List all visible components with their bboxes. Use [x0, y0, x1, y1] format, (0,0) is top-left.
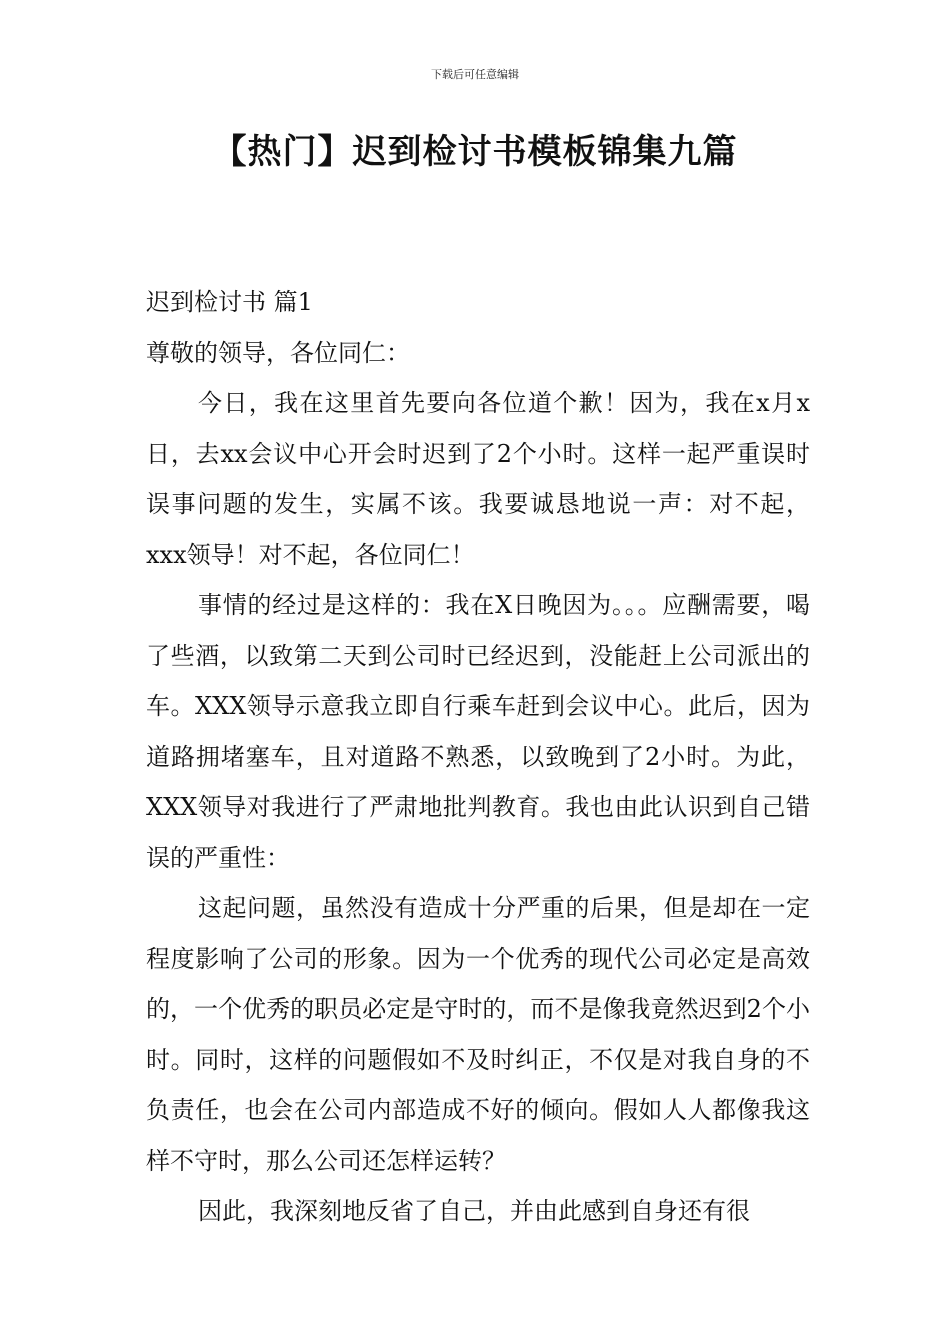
- section-heading: 迟到检讨书 篇1: [146, 288, 313, 316]
- paragraph: 事情的经过是这样的：我在X日晚因为。。。应酬需要，喝了些酒，以致第二天到公司时已经迟到，没能赶上公司派出的车。XXX领导示意我立即自行乘车赶到会议中心。此后，因为道路拥堵塞车，且对道路不熟悉，以致晚到了2小时。为此，XXX领导对我进行了严肃地批判教育。我也由此认识到自己错误的严重性：: [146, 591, 810, 872]
- document-body: [146, 277, 810, 1237]
- document-title: 【热门】迟到检讨书模板锦集九篇: [212, 132, 738, 172]
- paragraph: 这起问题，虽然没有造成十分严重的后果，但是却在一定程度影响了公司的形象。因为一个优秀的现代公司必定是高效的，一个优秀的职员必定是守时的，而不是像我竟然迟到2个小时。同时，这样的问题假如不及时纠正，不仅是对我自身的不负责任，也会在公司内部造成不好的倾向。假如人人都像我这样不守时，那么公司还怎样运转？: [146, 894, 810, 1175]
- paragraph: 因此，我深刻地反省了自己，并由此感到自身还有很: [198, 1197, 750, 1225]
- salutation: 尊敬的领导，各位同仁：: [146, 338, 410, 367]
- paragraph: 今日，我在这里首先要向各位道个歉！因为，我在x月x日，去xx会议中心开会时迟到了2个小时。这样一起严重误时误事问题的发生，实属不该。我要诚恳地说一声：对不起，xxx领导！对不起，各位同仁！: [146, 389, 810, 569]
- header-note: 下载后可任意编辑: [431, 68, 519, 81]
